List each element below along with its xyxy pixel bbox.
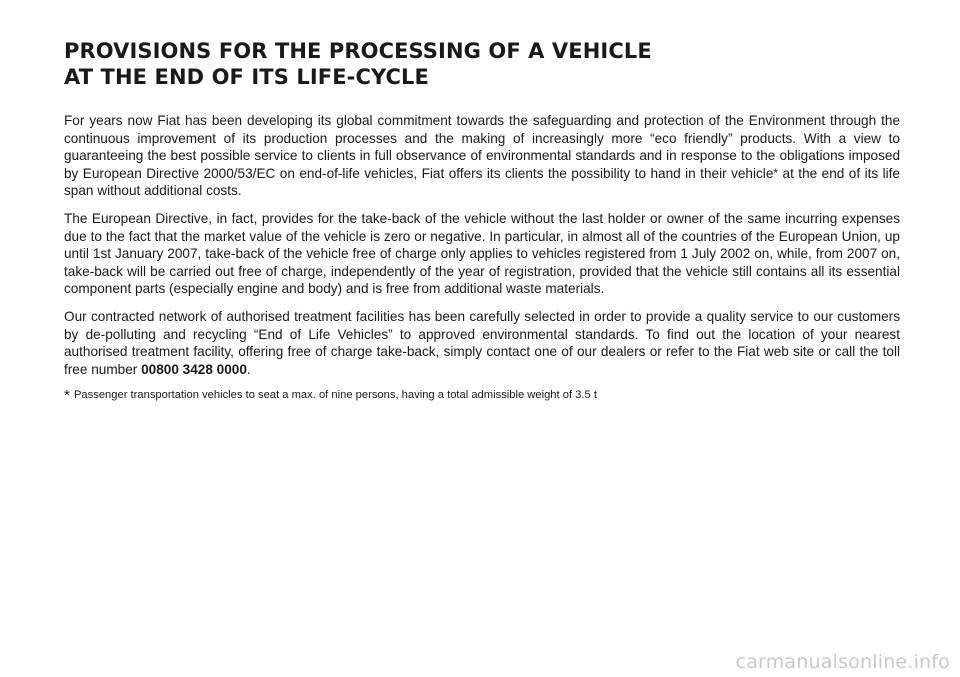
page-title-line-1: PROVISIONS FOR THE PROCESSING OF A VEHICLE	[64, 39, 652, 63]
paragraph-network-text: Our contracted network of authorised treatment facilities has been carefully selected in order to provide a quality service to our customers by de-polluting and recycling “End of Life Vehicles” to approved environmental standards. To find out the location of your nearest authorised treatment facility, offering free of charge take-back, simply contact one of our dealers or refer to the Fiat web site or call the toll free number	[64, 308, 900, 377]
footnote-reference-asterisk: *	[773, 165, 779, 180]
document-page	[64, 38, 900, 403]
page-title	[64, 38, 900, 90]
paragraph-network-end: .	[246, 361, 251, 377]
footnote-asterisk: *	[64, 387, 70, 405]
footnote-text: Passenger transportation vehicles to seat a max. of nine persons, having a total admissible weight of 3.5 t	[70, 389, 597, 402]
paragraph-commitment-text-end: at the end of its life span without additional costs.	[64, 165, 900, 199]
page-title-line-2: AT THE END OF ITS LIFE-CYCLE	[64, 65, 429, 89]
toll-free-number: 00800 3428 0000	[141, 361, 247, 377]
paragraph-network	[64, 308, 900, 378]
paragraph-commitment	[64, 112, 900, 200]
paragraph-directive: The European Directive, in fact, provides for the take-back of the vehicle without the last holder or owner of the same incurring expenses due to the fact that the market value of the vehicle is zero or negative. In particular, in almost all of the countries of the European Union, up until 1st January 2007, take-back of the vehicle free of charge only applies to vehicles registered from 1 July 2002 on, while, from 2007 on, take-back will be carried out free of charge, independently of the year of registration, provided that the vehicle still contains all its essential component parts (especially engine and body) and is free from additional waste materials.	[64, 210, 900, 297]
watermark-text: carmanualsonline.info	[735, 651, 950, 673]
footnote	[64, 388, 900, 403]
paragraph-commitment-text: For years now Fiat has been developing its global commitment towards the safeguarding and protection of the Environment through the continuous improvement of its production processes and the making of increasingly more “eco friendly” products. With a view to guaranteeing the best possible service to clients in full observance of environmental standards and in response to the obligations imposed by European Directive 2000/53/EC on end-of-life vehicles, Fiat offers its clients the possibility to hand in their vehicle	[64, 113, 900, 181]
